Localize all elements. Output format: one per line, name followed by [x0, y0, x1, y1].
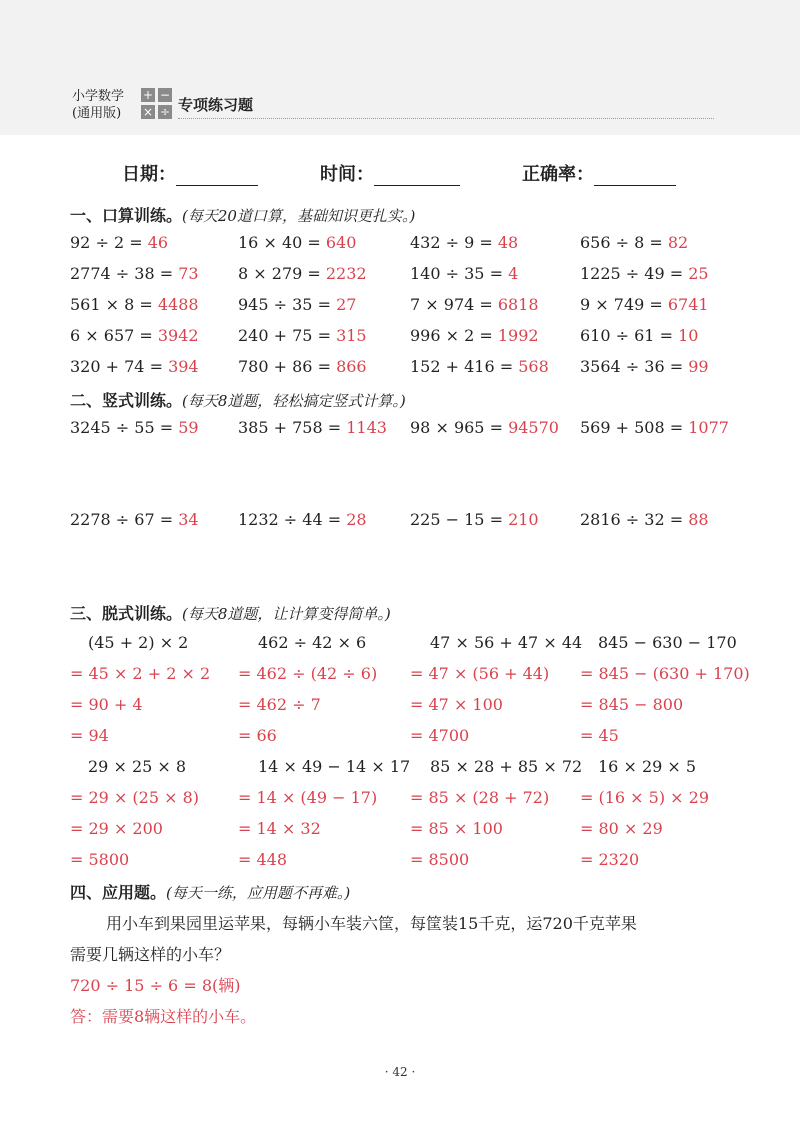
stepwise-step: = 90 + 4: [70, 695, 143, 714]
oral-item: 432 ÷ 9 = 48: [410, 233, 519, 252]
arithmetic-ops-icon: [141, 88, 173, 120]
oral-item: 92 ÷ 2 = 46: [70, 233, 169, 252]
stepwise-expression: 29 × 25 × 8: [88, 757, 187, 776]
series-label: [72, 88, 124, 122]
word-problem-line2: 需要几辆这样的小车？: [70, 945, 231, 964]
answer: 99: [688, 357, 709, 376]
answer: 3942: [157, 326, 199, 345]
answer: 94570: [508, 418, 559, 437]
stepwise-expression: 462 ÷ 42 × 6: [258, 633, 367, 652]
answer: 6741: [667, 295, 709, 314]
time-blank: [374, 165, 460, 186]
oral-item: 2774 ÷ 38 = 73: [70, 264, 199, 283]
word-problem-line1: 用小车到果园里运苹果，每辆小车装六筐，每筐装15千克，运720千克苹果: [106, 914, 637, 933]
date-field: [122, 160, 258, 186]
answer: 25: [688, 264, 709, 283]
answer: 1143: [346, 418, 387, 437]
page-number: · 42 ·: [384, 1065, 416, 1079]
section2-title: 二、竖式训练。: [70, 391, 183, 410]
answer: 34: [178, 510, 199, 529]
oral-item: 945 ÷ 35 = 27: [238, 295, 357, 314]
stepwise-step: = 47 × (56 + 44): [410, 664, 550, 683]
oral-item: 8 × 279 = 2232: [238, 264, 367, 283]
stepwise-step: = 845 − (630 + 170): [580, 664, 750, 683]
stepwise-step: = 14 × 32: [238, 819, 321, 838]
answer: 27: [336, 295, 357, 314]
date-label: 日期：: [122, 164, 176, 185]
stepwise-step: = 45: [580, 726, 619, 745]
answer: 28: [346, 510, 367, 529]
section1-heading: [70, 203, 415, 226]
stepwise-step: = 80 × 29: [580, 819, 663, 838]
series-line2: (通用版): [72, 106, 122, 121]
stepwise-step: = 5800: [70, 850, 130, 869]
answer: 46: [147, 233, 169, 252]
section1-note: (每天20道口算，基础知识更扎实。): [182, 207, 416, 225]
series-line1: 小学数学: [72, 89, 125, 104]
stepwise-step: = 462 ÷ (42 ÷ 6): [238, 664, 378, 683]
vertical-item: 385 + 758 = 1143: [238, 418, 387, 437]
stepwise-step: = 85 × (28 + 72): [410, 788, 550, 807]
word-problem-answer: 答：需要8辆这样的小车。: [70, 1007, 257, 1026]
stepwise-step: = 8500: [410, 850, 470, 869]
accuracy-blank: [594, 165, 676, 186]
oral-item: 561 × 8 = 4488: [70, 295, 199, 314]
oral-item: 140 ÷ 35 = 4: [410, 264, 519, 283]
oral-item: 1225 ÷ 49 = 25: [580, 264, 709, 283]
section2-heading: [70, 388, 406, 411]
oral-item: 996 × 2 = 1992: [410, 326, 539, 345]
stepwise-step: = (16 × 5) × 29: [580, 788, 710, 807]
stepwise-step: = 29 × (25 × 8): [70, 788, 200, 807]
accuracy-field: [522, 160, 676, 186]
answer: 6818: [497, 295, 539, 314]
oral-item: 656 ÷ 8 = 82: [580, 233, 689, 252]
section2-note: (每天8道题，轻松搞定竖式计算。): [182, 392, 406, 410]
stepwise-expression: 16 × 29 × 5: [598, 757, 697, 776]
stepwise-step: = 845 − 800: [580, 695, 684, 714]
vertical-item: 98 × 965 = 94570: [410, 418, 559, 437]
section4-note: (每天一练，应用题不再难。): [166, 884, 351, 902]
oral-item: 3564 ÷ 36 = 99: [580, 357, 709, 376]
time-label: 时间：: [320, 164, 374, 185]
answer: 1077: [688, 418, 729, 437]
answer: 315: [336, 326, 367, 345]
answer: 210: [508, 510, 539, 529]
plus-icon: +: [142, 88, 154, 102]
vertical-item: 3245 ÷ 55 = 59: [70, 418, 199, 437]
stepwise-step: = 2320: [580, 850, 640, 869]
multiply-icon: ×: [142, 105, 154, 119]
section3-title: 三、脱式训练。: [70, 604, 183, 623]
minus-icon: −: [159, 88, 171, 102]
stepwise-step: = 4700: [410, 726, 470, 745]
vertical-item: 2278 ÷ 67 = 34: [70, 510, 199, 529]
answer: 59: [178, 418, 199, 437]
stepwise-step: = 47 × 100: [410, 695, 503, 714]
stepwise-expression: 85 × 28 + 85 × 72: [430, 757, 583, 776]
vertical-item: 569 + 508 = 1077: [580, 418, 729, 437]
answer: 866: [336, 357, 367, 376]
section3-heading: [70, 601, 391, 624]
section1-title: 一、口算训练。: [70, 206, 183, 225]
oral-item: 9 × 749 = 6741: [580, 295, 709, 314]
stepwise-expression: 47 × 56 + 47 × 44: [430, 633, 583, 652]
answer: 2232: [325, 264, 367, 283]
stepwise-expression: 845 − 630 − 170: [598, 633, 737, 652]
word-problem-solution: 720 ÷ 15 ÷ 6 = 8(辆): [70, 976, 241, 995]
vertical-item: 1232 ÷ 44 = 28: [238, 510, 367, 529]
answer: 1992: [497, 326, 539, 345]
stepwise-step: = 45 × 2 + 2 × 2: [70, 664, 211, 683]
answer: 568: [518, 357, 549, 376]
accuracy-label: 正确率：: [522, 164, 594, 185]
answer: 640: [325, 233, 357, 252]
oral-item: 7 × 974 = 6818: [410, 295, 539, 314]
answer: 4488: [157, 295, 199, 314]
answer: 4: [508, 264, 519, 283]
section3-note: (每天8道题，让计算变得简单。): [182, 605, 391, 623]
stepwise-step: = 448: [238, 850, 288, 869]
stepwise-step: = 66: [238, 726, 277, 745]
answer: 10: [678, 326, 699, 345]
header-divider: [178, 118, 714, 119]
stepwise-step: = 94: [70, 726, 109, 745]
oral-item: 16 × 40 = 640: [238, 233, 357, 252]
answer: 73: [178, 264, 199, 283]
oral-item: 6 × 657 = 3942: [70, 326, 199, 345]
stepwise-expression: 14 × 49 − 14 × 17: [258, 757, 411, 776]
book-title: 专项练习题: [178, 96, 254, 114]
section4-heading: [70, 880, 350, 903]
oral-item: 780 + 86 = 866: [238, 357, 367, 376]
stepwise-step: = 14 × (49 − 17): [238, 788, 378, 807]
stepwise-step: = 462 ÷ 7: [238, 695, 321, 714]
answer: 88: [688, 510, 709, 529]
divide-icon: ÷: [159, 105, 171, 119]
answer: 394: [168, 357, 199, 376]
vertical-item: 2816 ÷ 32 = 88: [580, 510, 709, 529]
oral-item: 152 + 416 = 568: [410, 357, 549, 376]
date-blank: [176, 165, 258, 186]
answer: 82: [667, 233, 689, 252]
vertical-item: 225 − 15 = 210: [410, 510, 539, 529]
time-field: [320, 160, 460, 186]
oral-item: 240 + 75 = 315: [238, 326, 367, 345]
oral-item: 610 ÷ 61 = 10: [580, 326, 699, 345]
stepwise-step: = 29 × 200: [70, 819, 163, 838]
stepwise-expression: (45 + 2) × 2: [88, 633, 189, 652]
answer: 48: [497, 233, 519, 252]
stepwise-step: = 85 × 100: [410, 819, 503, 838]
oral-item: 320 + 74 = 394: [70, 357, 199, 376]
section4-title: 四、应用题。: [70, 883, 167, 902]
